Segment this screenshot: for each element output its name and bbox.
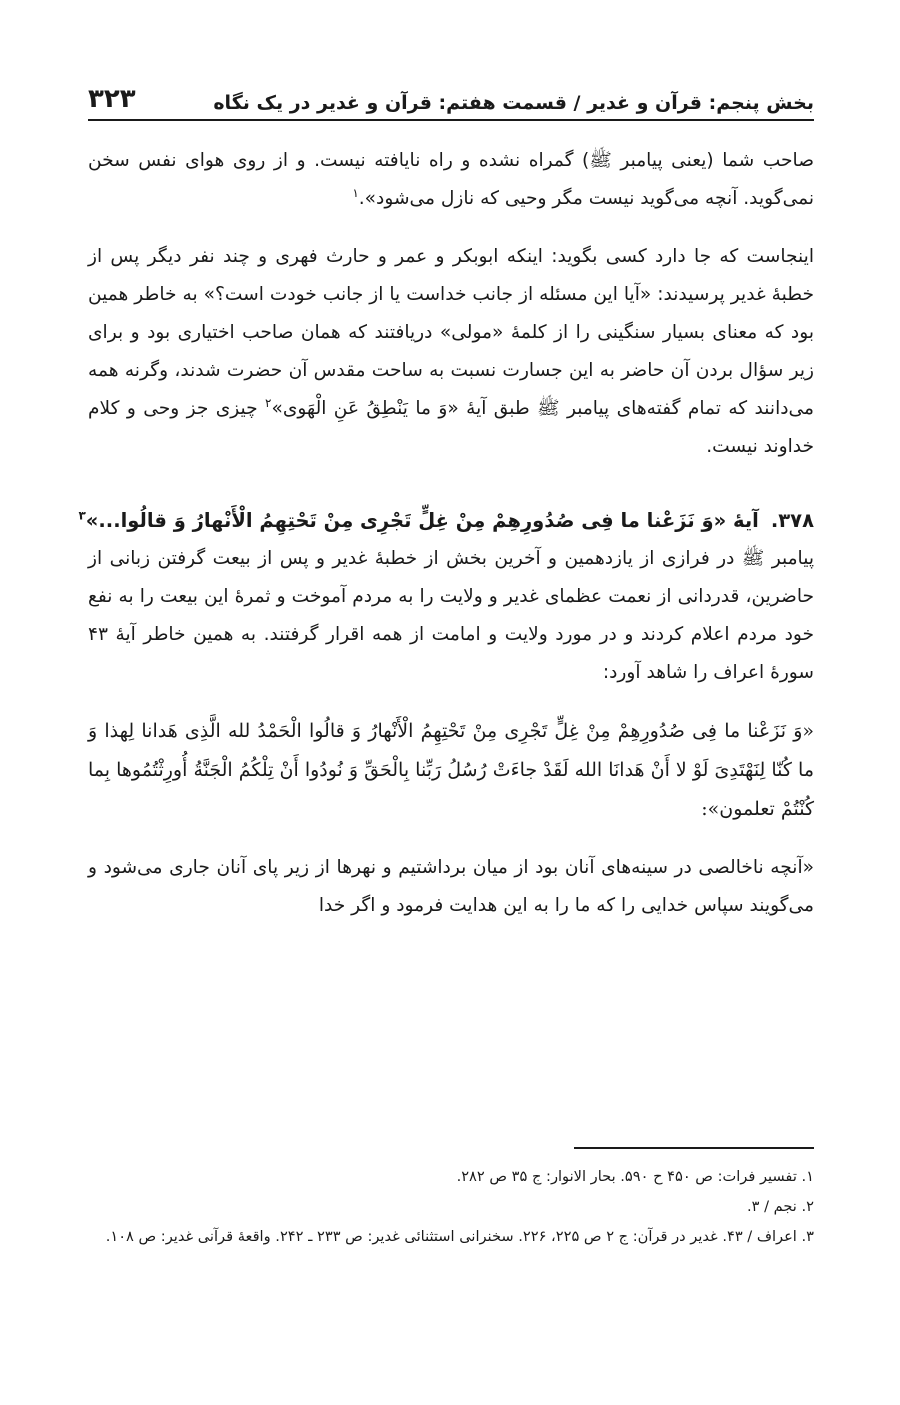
section-heading xyxy=(78,502,814,540)
section-number: ۳۷۸. xyxy=(770,509,814,532)
book-page xyxy=(78,0,814,1405)
footnote-3: ۳. اعراف / ۴۳. غدیر در قرآن: ج ۲ ص ۲۲۵، ۲۲۶. سخنرانی استثنائی غدیر: ص ۲۳۳ ـ ۲۴۲. واقعهٔ قرآنی غدیر: ص ۱۰۸. xyxy=(105,1228,814,1245)
header-rule xyxy=(88,119,814,121)
paragraph-1-text: صاحب شما (یعنی پیامبر ﷺ) گمراه نشده و راه نایافته نیست. و از روی هوای نفس سخن نمی‌گوید. آنچه می‌گوید نیست مگر وحیی که نازل می‌شود». xyxy=(88,150,814,209)
footnote-rule xyxy=(574,1147,814,1149)
paragraph-1 xyxy=(88,142,814,218)
footnote-ref-3[interactable]: ۳ xyxy=(78,508,86,523)
paragraph-2 xyxy=(88,238,814,466)
running-title: بخش پنجم: قرآن و غدیر / قسمت هفتم: قرآن و غدیر در یک نگاه xyxy=(213,92,814,114)
footnotes xyxy=(88,1162,814,1252)
quran-verse: «وَ نَزَعْنا ما فِی صُدُورِهِمْ مِنْ غِلٍّ تَجْرِی مِنْ تَحْتِهِمُ الْأَنْهارُ وَ قالُوا الْحَمْدُ لله الَّذِی هَدانا لِهذا وَ ما کُنّا لِنَهْتَدِیَ لَوْ لا أَنْ هَدانَا الله لَقَدْ جاءَتْ رُسُلُ رَبِّنا بِالْحَقِّ وَ نُودُوا أَنْ تِلْکُمُ الْجَنَّةُ أُورِثْتُمُوها بِما کُنْتُمْ تعلمون»: xyxy=(88,720,814,820)
page-header xyxy=(88,70,814,114)
section-title: آیهٔ «وَ نَزَعْنا ما فِی صُدُورِهِمْ مِنْ غِلٍّ تَجْرِی مِنْ تَحْتِهِمُ الْأَنْهارُ وَ قالُوا...» xyxy=(85,509,759,532)
paragraph-5: «آنچه ناخالصی در سینه‌های آنان بود از میان برداشتیم و نهرها از زیر پای آنان جاری می‌شود و می‌گویند سپاس خدایی را که ما را به این هدایت فرمود و اگر خدا xyxy=(88,857,814,916)
footnote-ref-2[interactable]: ۲ xyxy=(265,395,272,410)
footnote-ref-1[interactable]: ۱ xyxy=(352,185,359,200)
paragraph-2-text-b: چیزی جز وحی و کلام خداوند نیست. xyxy=(88,398,814,457)
page-number: ۳۲۳ xyxy=(88,84,136,114)
paragraph-3: پیامبر ﷺ در فرازی از یازدهمین و آخرین بخش از خطبهٔ غدیر و پس از بیعت گرفتن زبانی از حاضرین، قدردانی از نعمت عظمای غدیر و ولایت را به مردم آموخت و ثمرهٔ این بیعت را به نفع خود مردم اعلام کردند و در مورد ولایت و امامت از همه اقرار گرفتند. به همین خاطر آیهٔ ۴۳ سورهٔ اعراف را شاهد آورد: xyxy=(88,548,814,683)
main-text xyxy=(78,142,814,945)
paragraph-2-text-a: اینجاست که جا دارد کسی بگوید: اینکه ابوبکر و عمر و حارث فهری و چند نفر دیگر پس از خطبهٔ غدیر پرسیدند: «آیا این مسئله از جانب خداست یا از جانب خودت است؟» به خاطر همین بود که معنای بسیار سنگینی را از کلمهٔ «مولی» دریافتند که همان صاحب اختیاری بود و برای زیر سؤال بردن آن حاضر به این جسارت نسبت به ساحت مقدس آن حضرت شدند، وگرنه همه می‌دانند که تمام گفته‌های پیامبر ﷺ طبق آیهٔ «وَ ما یَنْطِقُ عَنِ الْهَوی» xyxy=(88,246,814,419)
footnote-1: ۱. تفسیر فرات: ص ۴۵۰ ح ۵۹۰. بحار الانوار: ج ۳۵ ص ۲۸۲. xyxy=(456,1168,814,1185)
footnote-2: ۲. نجم / ۳. xyxy=(747,1198,814,1215)
